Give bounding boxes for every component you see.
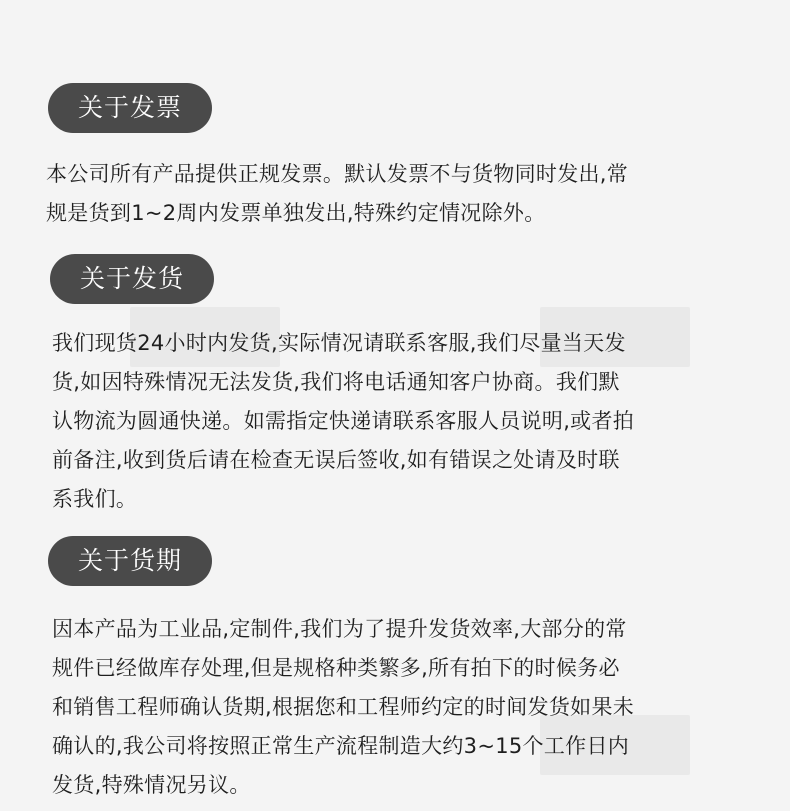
text-line: 本公司所有产品提供正规发票。默认发票不与货物同时发出,常: [46, 162, 629, 186]
text-line: 系我们。: [52, 487, 138, 511]
section-body-invoice: [46, 155, 628, 233]
section-title-invoice: 关于发票: [48, 83, 212, 133]
section-title-shipping: 关于发货: [50, 254, 214, 304]
text-line: 确认的,我公司将按照正常生产流程制造大约3~15个工作日内: [52, 734, 630, 758]
text-line: 规件已经做库存处理,但是规格种类繁多,所有拍下的时候务必: [52, 656, 620, 680]
text-line: 规是货到1~2周内发票单独发出,特殊约定情况除外。: [46, 201, 546, 225]
text-line: 认物流为圆通快递。如需指定快递请联系客服人员说明,或者拍: [52, 409, 635, 433]
text-line: 货,如因特殊情况无法发货,我们将电话通知客户协商。我们默: [52, 370, 620, 394]
section-body-shipping: [52, 324, 634, 519]
text-line: 因本产品为工业品,定制件,我们为了提升发货效率,大部分的常: [52, 617, 627, 641]
text-line: 发货,特殊情况另议。: [52, 773, 251, 797]
section-body-lead-time: [52, 610, 634, 805]
text-line: 我们现货24小时内发货,实际情况请联系客服,我们尽量当天发: [52, 331, 626, 355]
section-title-lead-time: 关于货期: [48, 536, 212, 586]
text-line: 和销售工程师确认货期,根据您和工程师约定的时间发货如果未: [52, 695, 635, 719]
text-line: 前备注,收到货后请在检查无误后签收,如有错误之处请及时联: [52, 448, 620, 472]
